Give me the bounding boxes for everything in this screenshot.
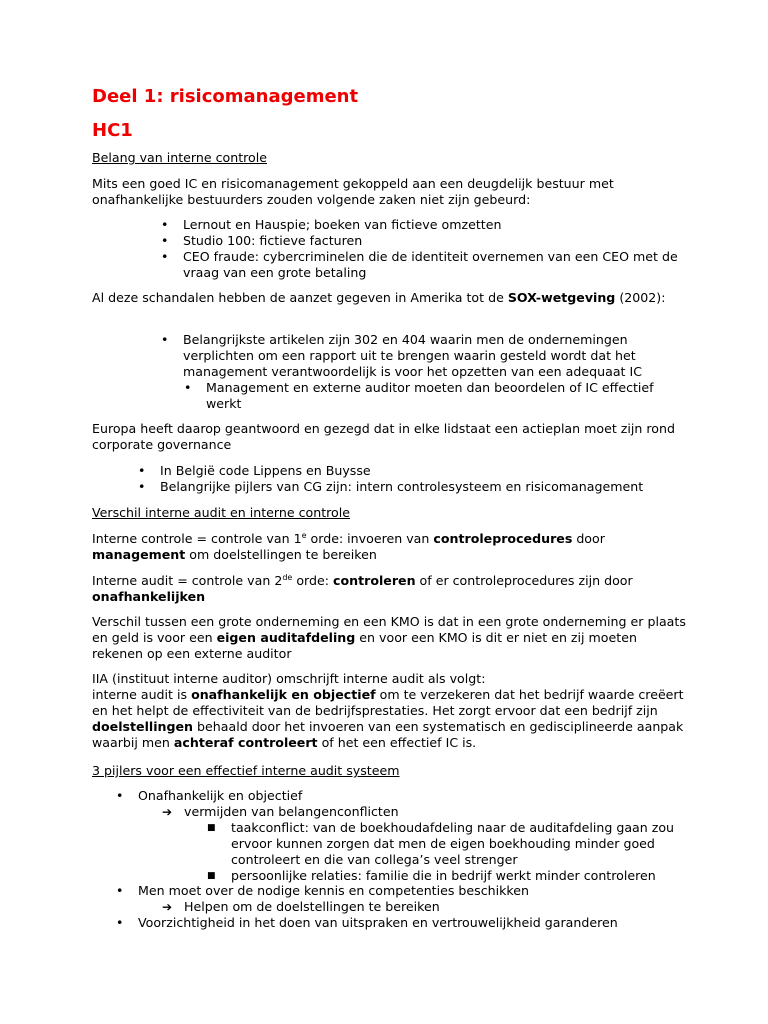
sox-list [161, 332, 673, 380]
bullet-icon: • [161, 217, 169, 232]
iia-paragraph: IIA (instituut interne auditor) omschrijft interne audit als volgt: interne audit is onafhankelijk en objectief om te verzekeren dat het bedrijf waarde creëert en het helpt de effectiviteit van de bedrijfsprestaties. Het zorgt ervoor dat een bedrijf zijn doelstellingen behaald door het invoeren van een systematisch en gedisciplineerde aanpak waarbij men achteraf controleert of het een effectief IC is. [92, 671, 684, 750]
list-item: • Management en externe auditor moeten dan beoordelen of IC effectief werkt [184, 380, 654, 411]
bullet-icon: • [116, 915, 124, 930]
scandal-list [161, 217, 683, 281]
list-item: • CEO fraude: cybercriminelen die de identiteit overnemen van een CEO met de vraag van een grote betaling [161, 249, 678, 280]
pillar-arrow-list-2 [162, 899, 684, 915]
pillar-arrow-list [162, 804, 684, 820]
kmo-paragraph: Verschil tussen een grote onderneming en een KMO is dat in een grote onderneming er plaats en geld is voor een eigen auditafdeling en voor een KMO is dit er niet en zij moeten rekenen op een externe auditor [92, 614, 686, 661]
sox-sublist [184, 380, 676, 412]
list-item: ■ persoonlijke relaties: familie die in bedrijf werkt minder controleren [207, 868, 656, 883]
list-item: • Voorzichtigheid in het doen van uitspraken en vertrouwelijkheid garanderen [116, 915, 618, 930]
list-item: ■ taakconflict: van de boekhoudafdeling naar de auditafdeling gaan zou ervoor kunnen zorgen dat men de eigen boekhouding minder goed controleert en die van collega’s veel strenger [207, 820, 675, 867]
bullet-icon: • [138, 463, 146, 478]
bullet-icon: • [161, 233, 169, 248]
ia-paragraph: Interne audit = controle van 2de orde: controleren of er controleprocedures zijn door onafhankelijken [92, 573, 633, 604]
bullet-icon: • [138, 479, 146, 494]
list-item: • In België code Lippens en Buysse [138, 463, 371, 478]
list-item: • Onafhankelijk en objectief [116, 788, 303, 803]
square-bullet-icon: ■ [207, 871, 216, 881]
intro-paragraph: Mits een goed IC en risicomanagement gekoppeld aan een deugdelijk bestuur met onafhankelijke bestuurders zouden volgende zaken niet zijn gebeurd: [92, 176, 614, 207]
pillar-list-2 [116, 883, 718, 899]
europe-list [138, 463, 700, 495]
arrow-right-icon: ➔ [162, 805, 173, 819]
page-title: Deel 1: risicomanagement [92, 86, 359, 107]
bullet-icon: • [161, 249, 169, 264]
bullet-icon: • [161, 332, 169, 347]
pillar-square-list [207, 820, 681, 884]
ic-paragraph: Interne controle = controle van 1e orde: invoeren van controleprocedures door management om doelstellingen te bereiken [92, 531, 605, 562]
list-item: ➔ vermijden van belangenconflicten [162, 804, 399, 819]
bullet-icon: • [116, 883, 124, 898]
list-item: • Belangrijkste artikelen zijn 302 en 404 waarin men de ondernemingen verplichten om een rapport uit te brengen waarin gesteld wordt dat het management verantwoordelijk is voor het opzetten van een adequaat IC [161, 332, 642, 379]
pillar-list [116, 788, 698, 804]
section-heading-pijlers: 3 pijlers voor een effectief interne audit systeem [92, 763, 400, 778]
chapter-heading: HC1 [92, 120, 133, 141]
section-heading-belang: Belang van interne controle [92, 150, 267, 165]
list-item: • Studio 100: fictieve facturen [161, 233, 363, 248]
square-bullet-icon: ■ [207, 823, 216, 833]
list-item: • Belangrijke pijlers van CG zijn: intern controlesysteem en risicomanagement [138, 479, 644, 494]
bullet-icon: • [116, 788, 124, 803]
pillar-list-3 [116, 915, 738, 931]
sox-paragraph: Al deze schandalen hebben de aanzet gegeven in Amerika tot de SOX-wetgeving (2002): [92, 290, 666, 305]
list-item: ➔ Helpen om de doelstellingen te bereiken [162, 899, 440, 914]
list-item: • Lernout en Hauspie; boeken van fictieve omzetten [161, 217, 502, 232]
list-item: • Men moet over de nodige kennis en competenties beschikken [116, 883, 530, 898]
section-heading-verschil: Verschil interne audit en interne controle [92, 505, 351, 520]
europe-paragraph: Europa heeft daarop geantwoord en gezegd dat in elke lidstaat een actieplan moet zijn rond corporate governance [92, 421, 675, 452]
bullet-icon: • [184, 380, 192, 395]
arrow-right-icon: ➔ [162, 900, 173, 914]
